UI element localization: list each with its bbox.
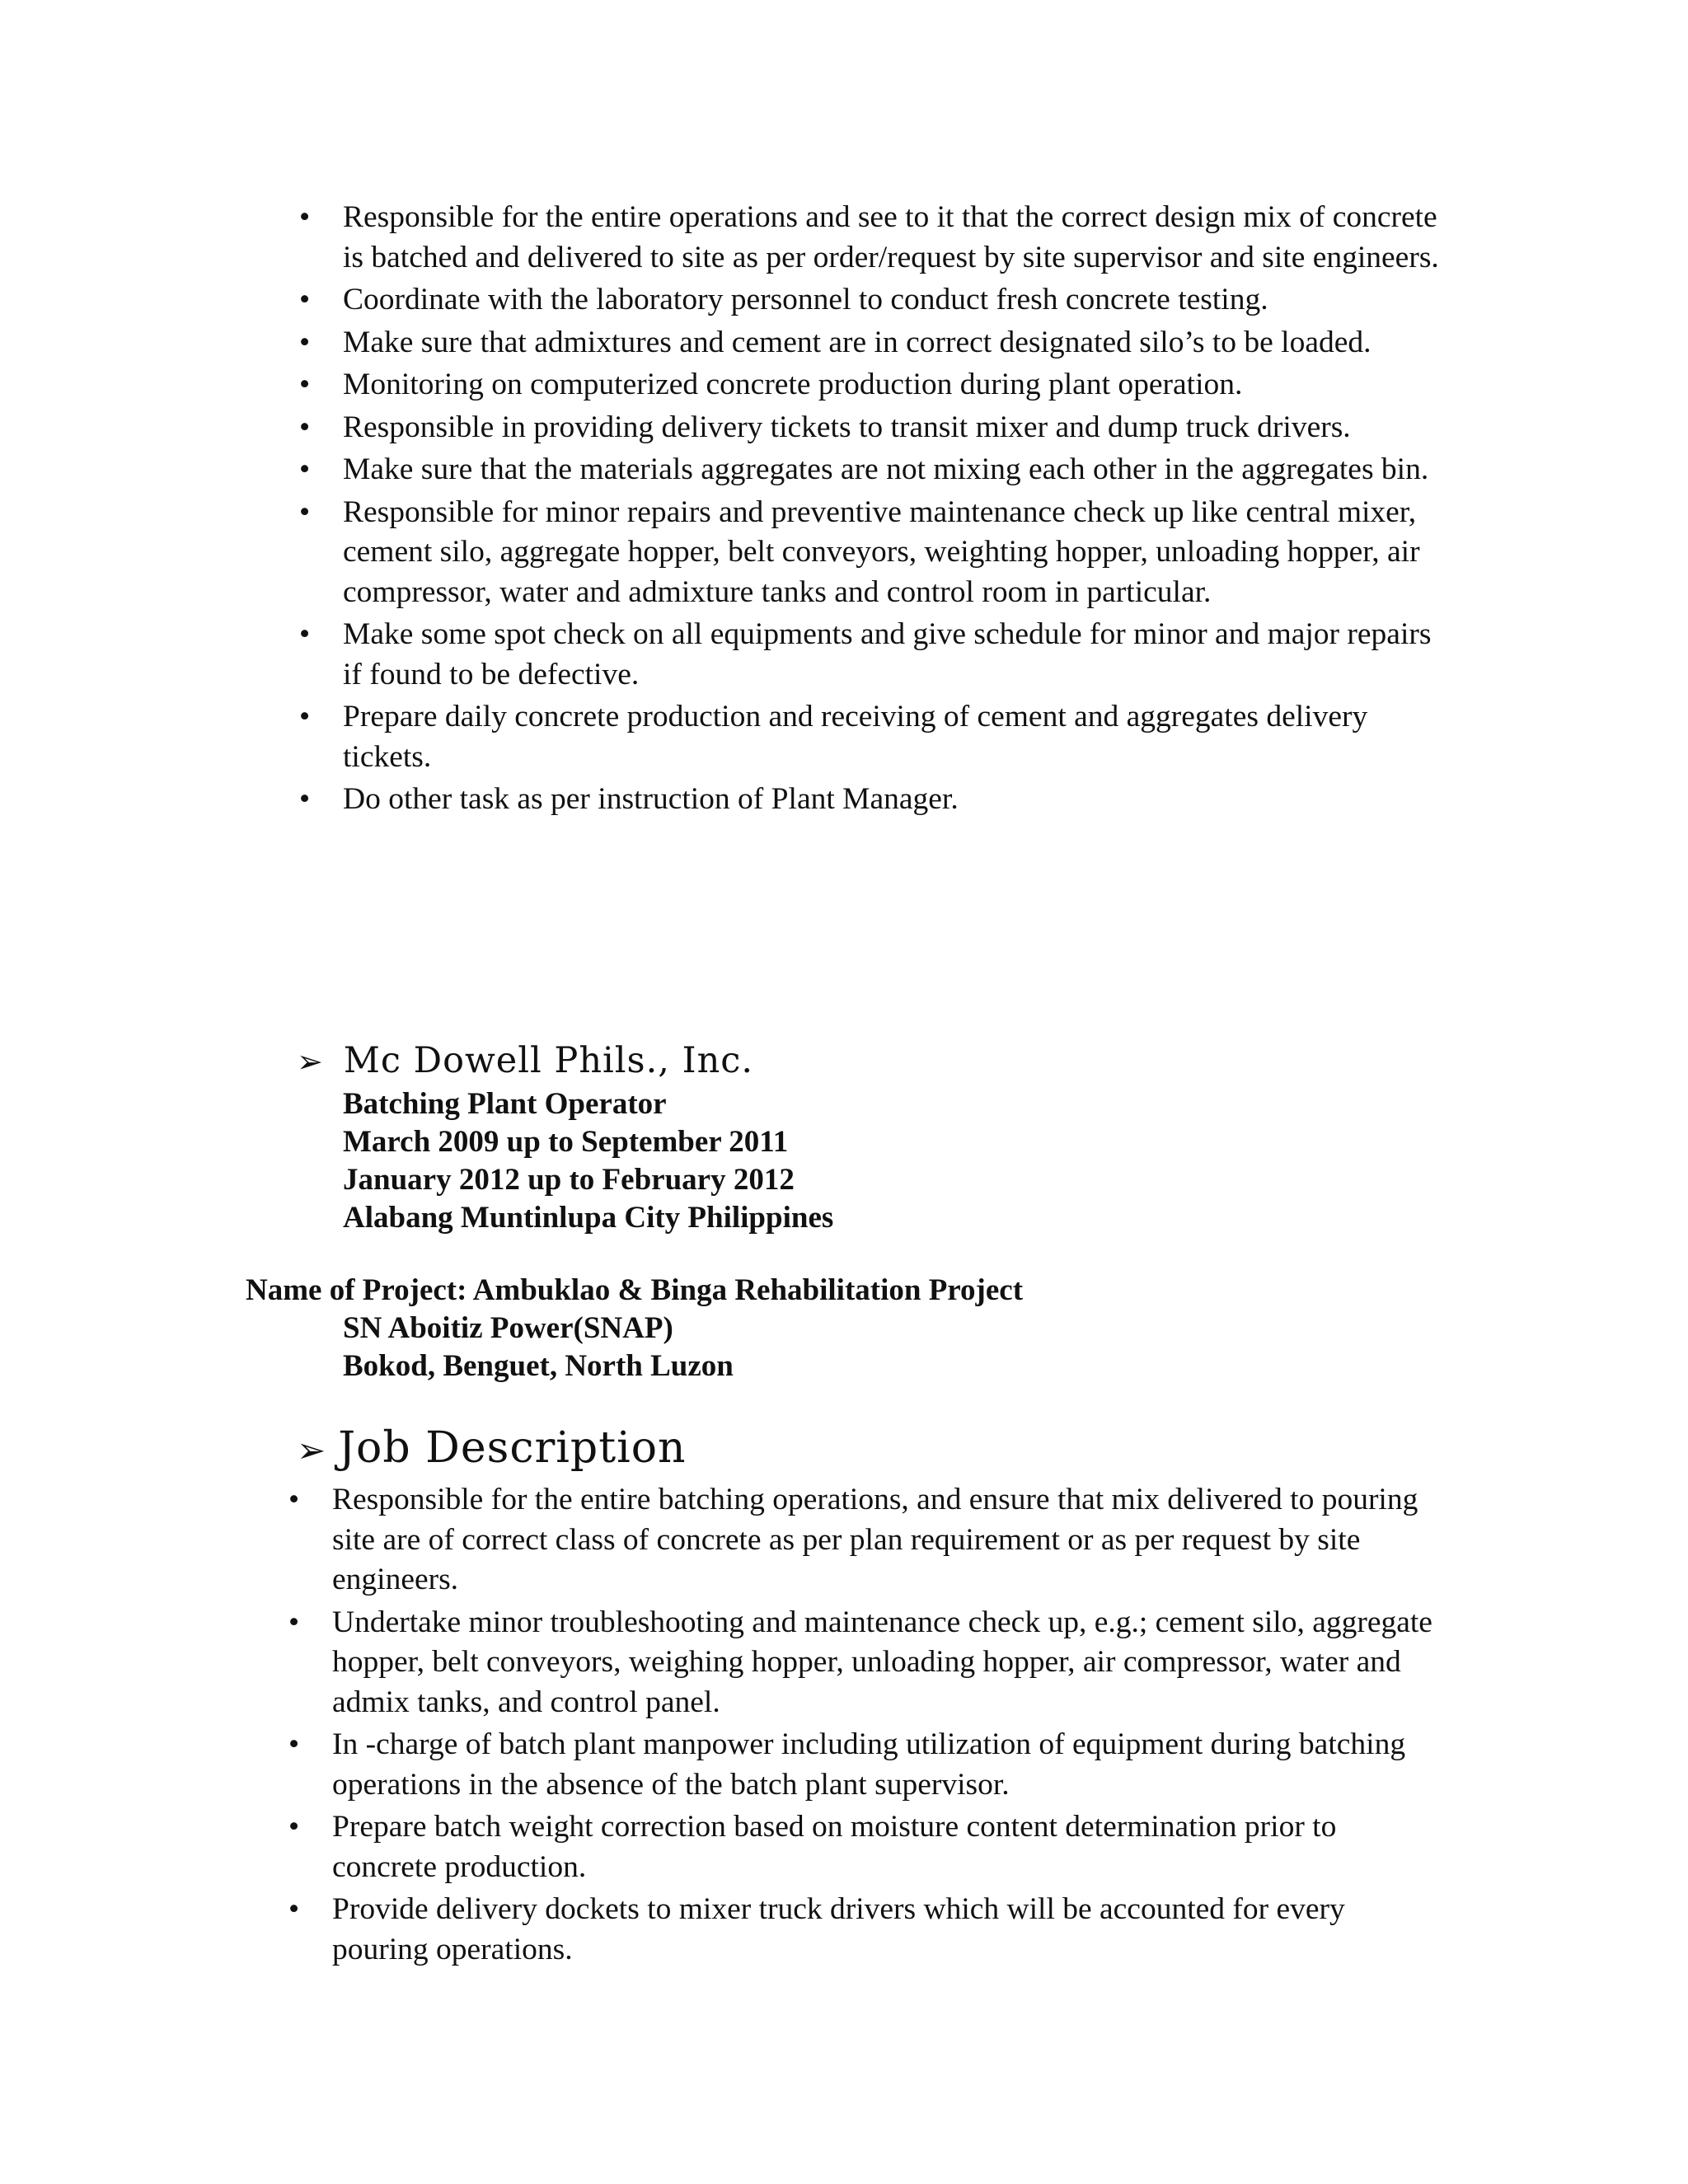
list-item xyxy=(299,697,1447,777)
list-item-text: Undertake minor troubleshooting and maintenance check up, e.g.; cement silo, aggregate hopper, belt conveyors, weighing hopper, unloading hopper, air compressor, water and admix tanks, and control panel. xyxy=(332,1605,1432,1719)
bullet-icon: • xyxy=(288,1727,300,1761)
list-item-text: Make some spot check on all equipments and give schedule for minor and major repairs if found to be defective. xyxy=(343,617,1432,691)
bullet-icon: • xyxy=(299,782,311,816)
job-position: Batching Plant Operator xyxy=(343,1087,667,1121)
list-item-text: Responsible for the entire batching operations, and ensure that mix delivered to pouring site are of correct class of concrete as per plan requirement or as per request by site engineers. xyxy=(332,1483,1418,1596)
project-label: Name of Project: Ambuklao & Binga Rehabilitation Project xyxy=(246,1273,1024,1307)
job-period: January 2012 up to February 2012 xyxy=(343,1163,795,1197)
bullet-icon: • xyxy=(299,325,311,359)
bullet-icon: • xyxy=(299,410,311,444)
list-item xyxy=(299,493,1447,613)
list-item-text: Responsible in providing delivery tickets to transit mixer and dump truck drivers. xyxy=(343,410,1351,444)
list-item xyxy=(299,198,1447,278)
job-details xyxy=(343,1085,833,1237)
project-site: Bokod, Benguet, North Luzon xyxy=(343,1349,734,1383)
job-description-list xyxy=(288,1480,1437,1972)
company-name: Mc Dowell Phils., Inc. xyxy=(343,1040,754,1081)
responsibilities-list xyxy=(299,198,1447,823)
section-title: Job Description xyxy=(338,1423,687,1473)
bullet-icon: • xyxy=(299,283,311,316)
list-item xyxy=(299,323,1447,363)
project-client: SN Aboitiz Power(SNAP) xyxy=(343,1311,673,1345)
company-heading xyxy=(297,1040,753,1081)
bullet-icon: • xyxy=(299,368,311,401)
project-details xyxy=(343,1310,734,1385)
arrow-bullet-icon: ➢ xyxy=(297,1430,327,1470)
list-item-text: Prepare batch weight correction based on moisture content determination prior to concrete production. xyxy=(332,1810,1337,1884)
bullet-icon: • xyxy=(299,200,311,234)
list-item-text: Coordinate with the laboratory personnel to conduct fresh concrete testing. xyxy=(343,283,1268,316)
list-item-text: Responsible for minor repairs and preventive maintenance check up like central mixer, cement silo, aggregate hopper, belt conveyors, weighting hopper, unloading hopper, air compressor, water and admixture tanks and control room in particular. xyxy=(343,494,1420,609)
arrow-bullet-icon: ➢ xyxy=(297,1043,324,1080)
list-item xyxy=(288,1480,1437,1601)
job-location: Alabang Muntinlupa City Philippines xyxy=(343,1201,834,1235)
list-item-text: Make sure that the materials aggregates are not mixing each other in the aggregates bin. xyxy=(343,452,1429,486)
bullet-icon: • xyxy=(299,617,311,651)
list-item xyxy=(288,1603,1437,1723)
list-item xyxy=(299,280,1447,321)
list-item xyxy=(299,615,1447,695)
bullet-icon: • xyxy=(288,1483,300,1516)
list-item-text: Provide delivery dockets to mixer truck drivers which will be accounted for every pouring operations. xyxy=(332,1892,1345,1966)
job-period: March 2009 up to September 2011 xyxy=(343,1125,789,1159)
bullet-icon: • xyxy=(288,1605,300,1639)
bullet-icon: • xyxy=(299,700,311,733)
list-item xyxy=(299,780,1447,820)
list-item xyxy=(288,1725,1437,1805)
job-description-heading xyxy=(297,1423,687,1473)
list-item-text: In -charge of batch plant manpower including utilization of equipment during batching operations in the absence of the batch plant supervisor. xyxy=(332,1727,1406,1802)
bullet-icon: • xyxy=(299,452,311,486)
list-item xyxy=(288,1807,1437,1887)
list-item-text: Monitoring on computerized concrete production during plant operation. xyxy=(343,368,1243,401)
list-item-text: Prepare daily concrete production and receiving of cement and aggregates delivery tickets. xyxy=(343,700,1368,774)
list-item xyxy=(299,450,1447,490)
list-item xyxy=(299,408,1447,448)
list-item xyxy=(288,1890,1437,1970)
bullet-icon: • xyxy=(299,494,311,529)
list-item-text: Responsible for the entire operations and see to it that the correct design mix of concrete is batched and delivered to site as per order/request by site supervisor and site engineers. xyxy=(343,200,1439,274)
list-item-text: Do other task as per instruction of Plant Manager. xyxy=(343,782,959,816)
bullet-icon: • xyxy=(288,1810,300,1844)
project-name xyxy=(246,1272,1023,1310)
list-item xyxy=(299,365,1447,405)
list-item-text: Make sure that admixtures and cement are in correct designated silo’s to be loaded. xyxy=(343,325,1372,359)
bullet-icon: • xyxy=(288,1892,300,1926)
